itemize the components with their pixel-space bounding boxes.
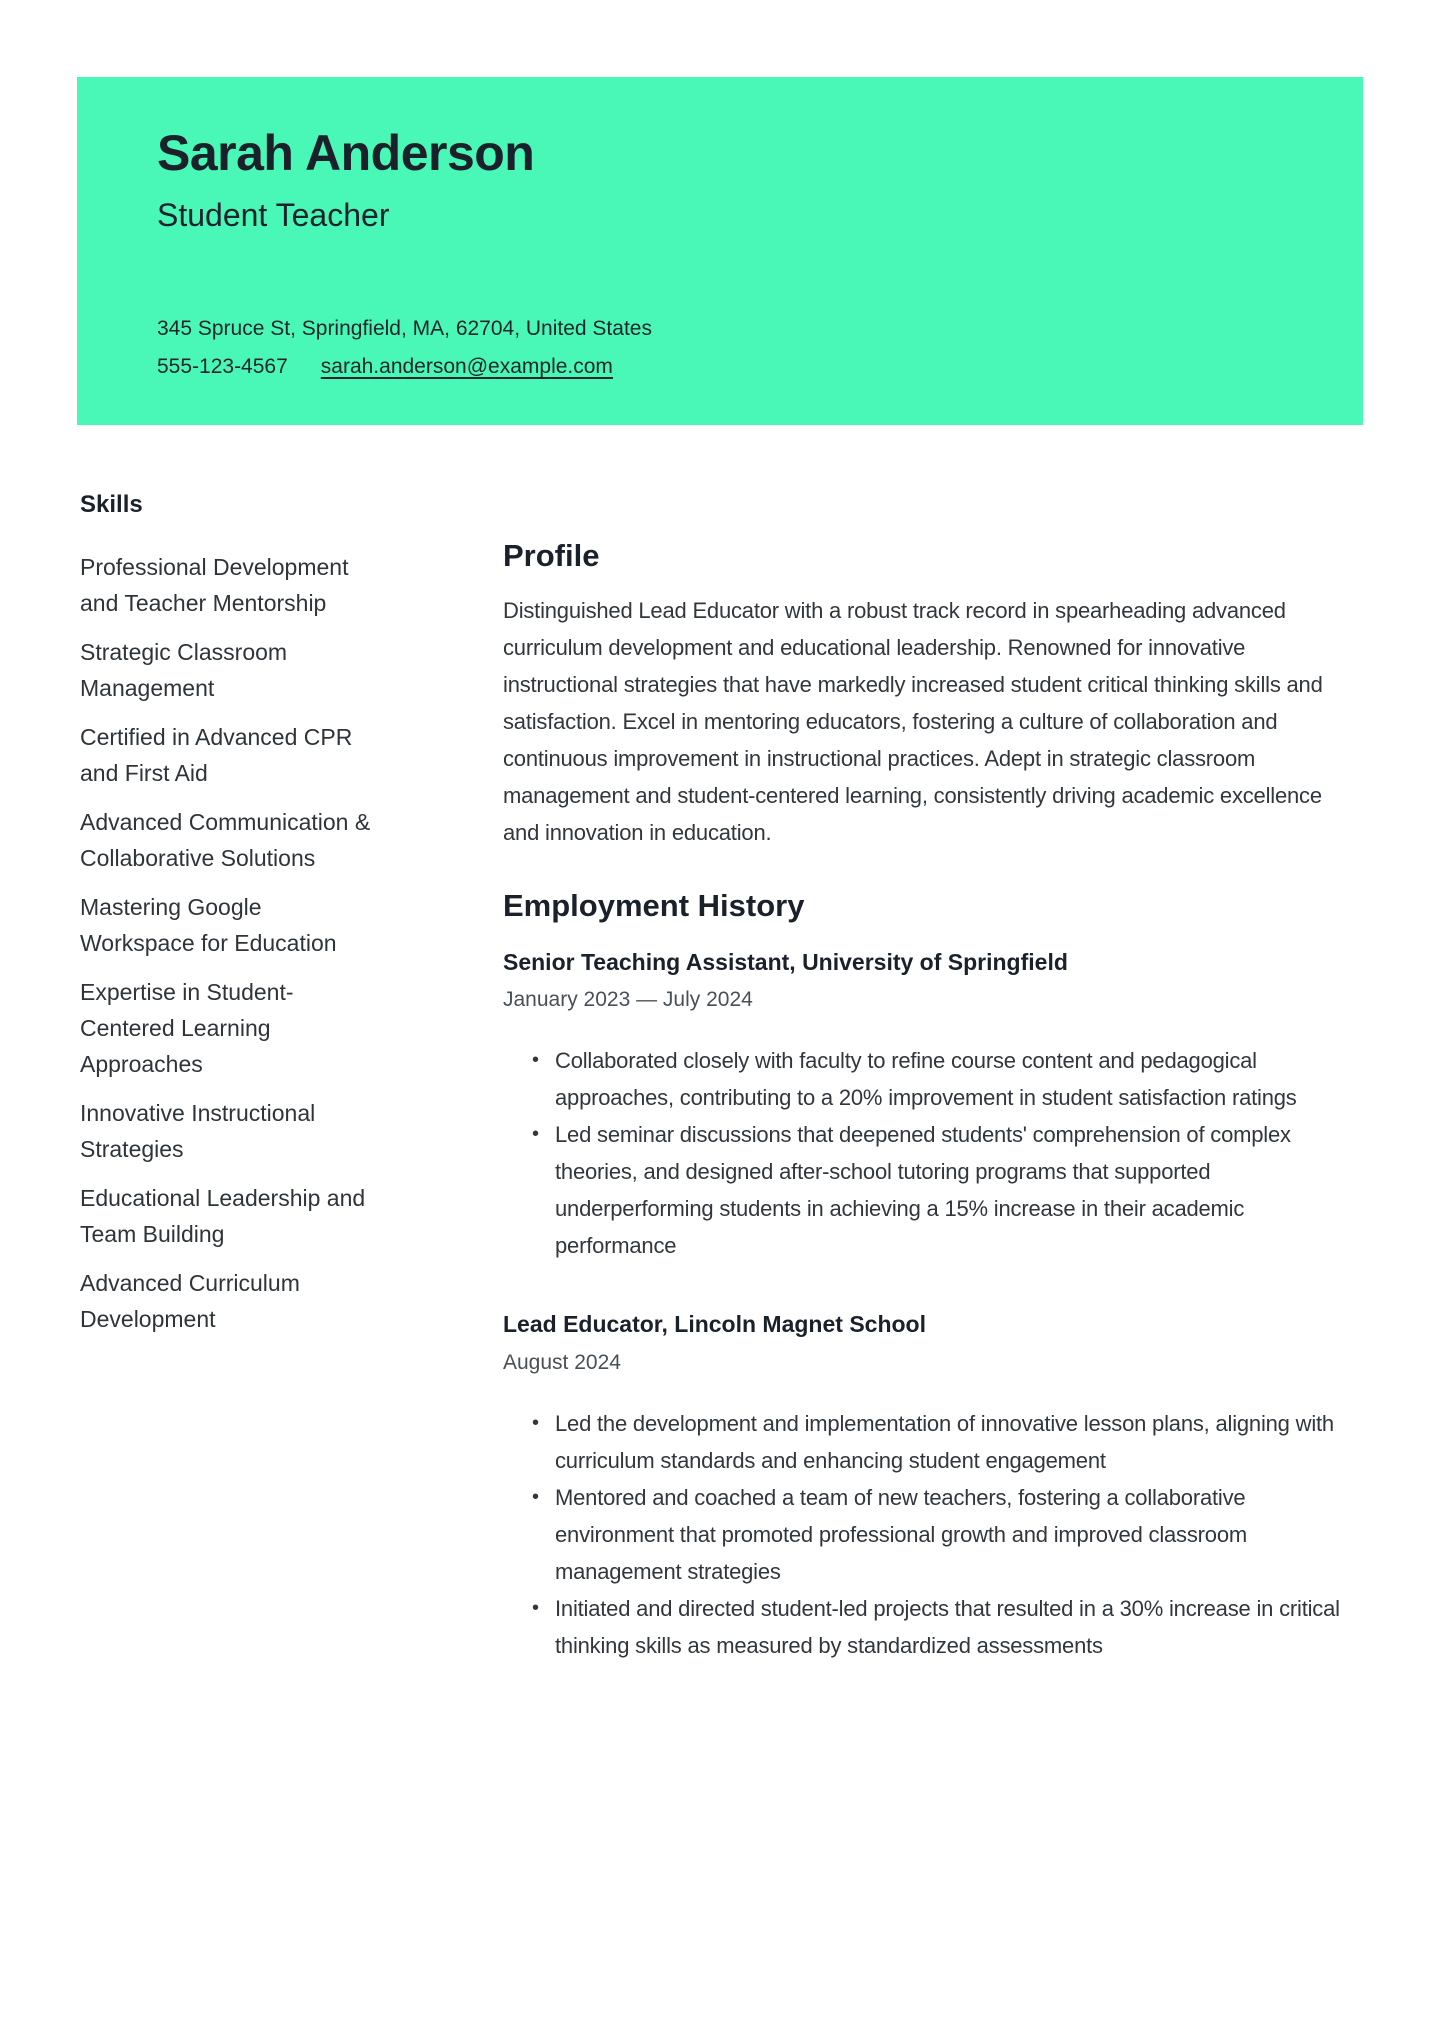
job-dates: August 2024 [503,1351,621,1374]
profile-heading: Profile [503,538,600,573]
skills-sidebar [80,487,380,1664]
job-bullet: • Initiated and directed student-led projects that resulted in a 30% increase in critical thinking skills as measured by standardized assessments [555,1590,1360,1664]
job-bullet: • Led the development and implementation of innovative lesson plans, aligning with curriculum standards and enhancing student engagement [555,1405,1360,1479]
job-entry [503,1310,1360,1664]
job-bullet: • Led seminar discussions that deepened students' comprehension of complex theories, and designed after-school tutoring programs that supported underperforming students in achieving a 15% increase in their academic performance [555,1116,1360,1264]
profile-section [503,537,1360,851]
main-column [503,487,1360,1664]
skills-heading: Skills [80,491,143,518]
phone-number: 555-123-4567 [157,355,288,379]
skill-item: Advanced Communication & Collaborative Solutions [80,809,371,871]
profile-text: Distinguished Lead Educator with a robust track record in spearheading advanced curriculum development and educational leadership. Renowned for innovative instructional strategies that have markedly increased student critical thinking skills and satisfaction. Excel in mentoring educators, fostering a culture of collaboration and continuous improvement in instructional practices. Adept in strategic classroom management and student-centered learning, consistently driving academic excellence and innovation in education. [503,597,1323,845]
job-bullet: • Collaborated closely with faculty to refine course content and pedagogical approaches, contributing to a 20% improvement in student satisfaction ratings [555,1042,1360,1116]
content-columns [0,425,1440,1664]
skill-item: Expertise in Student-Centered Learning Approaches [80,979,294,1077]
job-bullet: • Mentored and coached a team of new teachers, fostering a collaborative environment that promoted professional growth and improved classroom management strategies [555,1479,1360,1590]
contact-block [157,310,1283,386]
skill-item: Certified in Advanced CPR and First Aid [80,724,353,786]
resume-header [77,77,1363,425]
skill-item: Mastering Google Workspace for Education [80,894,337,956]
job-bullet-list [503,1042,1360,1264]
skill-item: Professional Development and Teacher Mentorship [80,554,349,616]
skill-item: Innovative Instructional Strategies [80,1100,316,1162]
employment-section [503,887,1360,1664]
job-dates: January 2023 — July 2024 [503,988,753,1012]
job-entry [503,948,1360,1265]
job-title: Lead Educator, Lincoln Magnet School [503,1311,926,1338]
person-name: Sarah Anderson [157,125,535,181]
job-title: Senior Teaching Assistant, University of Springfield [503,948,1068,975]
address-line: 345 Spruce St, Springfield, MA, 62704, United States [157,317,652,341]
skill-item: Strategic Classroom Management [80,639,288,701]
skills-list [80,549,380,1337]
employment-heading: Employment History [503,887,805,923]
skill-item: Advanced Curriculum Development [80,1270,300,1332]
person-job-title: Student Teacher [157,196,390,233]
phone-email-line [157,348,1283,386]
job-bullet-list [503,1405,1360,1664]
jobs-container [503,948,1360,1665]
email-link[interactable]: sarah.anderson@example.com [320,355,613,379]
skill-item: Educational Leadership and Team Building [80,1185,366,1247]
